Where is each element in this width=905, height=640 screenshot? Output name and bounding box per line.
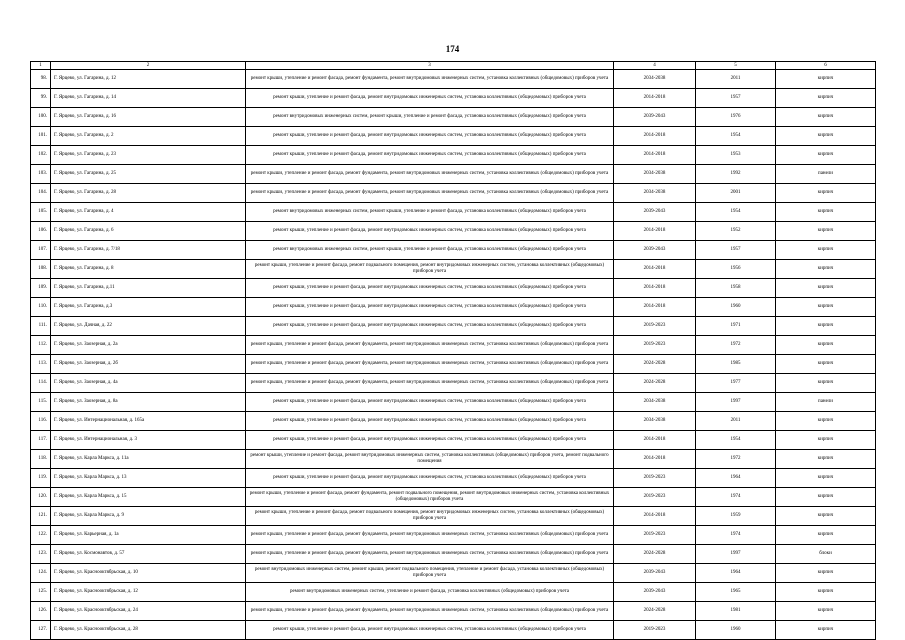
wall-material: кирпич: [776, 602, 876, 621]
row-number: 120.: [31, 488, 51, 507]
house-address: Г. Ярцево, ул. Краснооктябрьская, д. 24: [51, 602, 246, 621]
repair-works: ремонт внутридомовых инженерных систем, ремонт крыши, утепление и ремонт фасада, установка коллективных (общедомовых) приборов учета: [246, 108, 614, 127]
construction-year: 1971: [696, 317, 776, 336]
repair-period: 2014-2018: [614, 146, 696, 165]
row-number: 117.: [31, 431, 51, 450]
house-address: Г. Ярцево, ул. Краснооктябрьская, д. 28: [51, 621, 246, 640]
house-address: Г. Ярцево, ул. Карла Маркса, д. 15: [51, 488, 246, 507]
repair-period: 2019-2023: [614, 488, 696, 507]
repair-works: ремонт крыши, утепление и ремонт фасада, ремонт фундамента, ремонт внутридомовых инженерных систем, установка коллективных (общедомовых) приборов учета: [246, 374, 614, 393]
construction-year: 1953: [696, 146, 776, 165]
row-number: 109.: [31, 279, 51, 298]
construction-year: 1974: [696, 526, 776, 545]
wall-material: кирпич: [776, 355, 876, 374]
repair-period: 2014-2018: [614, 127, 696, 146]
row-number: 122.: [31, 526, 51, 545]
row-number: 114.: [31, 374, 51, 393]
row-number: 98.: [31, 70, 51, 89]
repair-works: ремонт крыши, утепление и ремонт фасада, ремонт фундамента, ремонт внутридомовых инженерных систем, установка коллективных (общедомовых) приборов учета: [246, 165, 614, 184]
row-number: 101.: [31, 127, 51, 146]
repair-works: ремонт крыши, утепление и ремонт фасада, ремонт фундамента, ремонт внутридомовых инженерных систем, установка коллективных (общедомовых) приборов учета: [246, 545, 614, 564]
repair-works: ремонт крыши, утепление и ремонт фасада, ремонт фундамента, ремонт внутридомовых инженерных систем, установка коллективных (общедомовых) приборов учета: [246, 355, 614, 374]
repair-works: ремонт крыши, утепление и ремонт фасада, ремонт внутридомовых инженерных систем, установка коллективных (общедомовых) приборов учета: [246, 393, 614, 412]
repair-works: ремонт внутридомовых инженерных систем, утепление и ремонт фасада, установка коллективных (общедомовых) приборов учета: [246, 583, 614, 602]
construction-year: 1997: [696, 545, 776, 564]
repair-period: 2014-2018: [614, 260, 696, 279]
table-row: [31, 507, 876, 526]
row-number: 99.: [31, 89, 51, 108]
wall-material: кирпич: [776, 450, 876, 469]
wall-material: кирпич: [776, 184, 876, 203]
house-address: Г. Ярцево, ул. Гагарина, д.3: [51, 298, 246, 317]
wall-material: кирпич: [776, 583, 876, 602]
repair-works: ремонт крыши, утепление и ремонт фасада, ремонт фундамента, ремонт внутридомовых инженерных систем, установка коллективных (общедомовых) приборов учета: [246, 336, 614, 355]
column-header-5: 5: [696, 62, 776, 70]
house-address: Г. Ярцево, ул. Космонавтов, д. 57: [51, 545, 246, 564]
column-header-3: 3: [246, 62, 614, 70]
row-number: 108.: [31, 260, 51, 279]
construction-year: 1965: [696, 583, 776, 602]
construction-year: 1960: [696, 621, 776, 640]
repair-period: 2034-2038: [614, 412, 696, 431]
table-row: [31, 336, 876, 355]
construction-year: 1960: [696, 298, 776, 317]
wall-material: кирпич: [776, 507, 876, 526]
repair-period: 2014-2018: [614, 89, 696, 108]
repair-period: 2039-2043: [614, 108, 696, 127]
repair-period: 2014-2018: [614, 450, 696, 469]
repair-works: ремонт внутридомовых инженерных систем, ремонт крыши, утепление и ремонт фасада, установка коллективных (общедомовых) приборов учета: [246, 203, 614, 222]
repair-works: ремонт крыши, утепление и ремонт фасада, ремонт внутридомовых инженерных систем, установка коллективных (общедомовых) приборов учета: [246, 317, 614, 336]
construction-year: 1981: [696, 602, 776, 621]
wall-material: кирпич: [776, 70, 876, 89]
repair-works: ремонт крыши, утепление и ремонт фасада, ремонт внутридомовых инженерных систем, установка коллективных (общедомовых) приборов учета: [246, 431, 614, 450]
table-row: [31, 583, 876, 602]
row-number: 126.: [31, 602, 51, 621]
table-row: [31, 526, 876, 545]
page-number: 174: [445, 44, 460, 54]
repair-works: ремонт крыши, утепление и ремонт фасада, ремонт внутридомовых инженерных систем, установка коллективных (общедомовых) приборов учета, ремонт подвального помещения: [246, 450, 614, 469]
table-row: [31, 621, 876, 640]
construction-year: 1954: [696, 203, 776, 222]
construction-year: 1959: [696, 507, 776, 526]
construction-year: 2011: [696, 70, 776, 89]
house-address: Г. Ярцево, ул. Краснооктябрьская, д. 10: [51, 564, 246, 583]
repair-period: 2039-2043: [614, 583, 696, 602]
repair-period: 2034-2038: [614, 70, 696, 89]
table-row: [31, 564, 876, 583]
table-row: [31, 450, 876, 469]
table-row: [31, 260, 876, 279]
row-number: 102.: [31, 146, 51, 165]
row-number: 112.: [31, 336, 51, 355]
construction-year: 1976: [696, 108, 776, 127]
construction-year: 1964: [696, 469, 776, 488]
table-row: [31, 89, 876, 108]
repair-works: ремонт крыши, утепление и ремонт фасада, ремонт фундамента, ремонт внутридомовых инженерных систем, установка коллективных (общедомовых) приборов учета: [246, 526, 614, 545]
wall-material: кирпич: [776, 317, 876, 336]
house-address: Г. Ярцево, ул. Гагарина, д. 23: [51, 146, 246, 165]
row-number: 119.: [31, 469, 51, 488]
row-number: 124.: [31, 564, 51, 583]
construction-year: 1957: [696, 241, 776, 260]
house-address: Г. Ярцево, ул. Заозерная, д. 2б: [51, 355, 246, 374]
table-row: [31, 355, 876, 374]
wall-material: кирпич: [776, 203, 876, 222]
construction-year: 1972: [696, 336, 776, 355]
construction-year: 2001: [696, 184, 776, 203]
wall-material: кирпич: [776, 564, 876, 583]
repair-works: ремонт крыши, утепление и ремонт фасада, ремонт подвального помещения, ремонт внутридомовых инженерных систем, установка коллективных (общедомовых) приборов учета: [246, 260, 614, 279]
repair-period: 2019-2023: [614, 621, 696, 640]
house-address: Г. Ярцево, ул. Гагарина, д. 4: [51, 203, 246, 222]
column-header-6: 6: [776, 62, 876, 70]
row-number: 127.: [31, 621, 51, 640]
house-address: Г. Ярцево, ул. Интернациональная, д. 3: [51, 431, 246, 450]
construction-year: 2011: [696, 412, 776, 431]
construction-year: 1958: [696, 279, 776, 298]
table-row: [31, 70, 876, 89]
row-number: 116.: [31, 412, 51, 431]
wall-material: кирпич: [776, 279, 876, 298]
house-address: Г. Ярцево, ул. Карьерная, д. 1а: [51, 526, 246, 545]
table-row: [31, 165, 876, 184]
wall-material: кирпич: [776, 526, 876, 545]
construction-year: 1972: [696, 450, 776, 469]
column-number-row: [31, 62, 876, 70]
construction-year: 1997: [696, 393, 776, 412]
table-body: [31, 62, 876, 640]
repair-works: ремонт крыши, утепление и ремонт фасада, ремонт внутридомовых инженерных систем, установка коллективных (общедомовых) приборов учета: [246, 127, 614, 146]
table-row: [31, 374, 876, 393]
repair-period: 2014-2018: [614, 279, 696, 298]
table-row: [31, 317, 876, 336]
house-address: Г. Ярцево, ул. Карла Маркса, д. 13: [51, 469, 246, 488]
table-row: [31, 184, 876, 203]
row-number: 125.: [31, 583, 51, 602]
repair-works: ремонт крыши, утепление и ремонт фасада, ремонт фундамента, ремонт подвального помещения, ремонт внутридомовых инженерных систем, установка коллективных (общедомовых) приборов учета: [246, 488, 614, 507]
wall-material: кирпич: [776, 374, 876, 393]
table-row: [31, 488, 876, 507]
repair-period: 2019-2023: [614, 336, 696, 355]
house-address: Г. Ярцево, ул. Гагарина, д. 7/18: [51, 241, 246, 260]
repair-works: ремонт внутридомовых инженерных систем, ремонт крыши, утепление и ремонт фасада, установка коллективных (общедомовых) приборов учета: [246, 241, 614, 260]
repair-works: ремонт крыши, утепление и ремонт фасада, ремонт внутридомовых инженерных систем, установка коллективных (общедомовых) приборов учета: [246, 298, 614, 317]
construction-year: 1985: [696, 355, 776, 374]
house-address: Г. Ярцево, ул. Гагарина, д. 25: [51, 165, 246, 184]
house-address: Г. Ярцево, ул. Карла Маркса, д. 11а: [51, 450, 246, 469]
construction-year: 1964: [696, 564, 776, 583]
repair-period: 2039-2043: [614, 564, 696, 583]
repair-period: 2024-2028: [614, 355, 696, 374]
row-number: 115.: [31, 393, 51, 412]
construction-year: 1957: [696, 89, 776, 108]
repair-works: ремонт крыши, утепление и ремонт фасада, ремонт внутридомовых инженерных систем, установка коллективных (общедомовых) приборов учета: [246, 146, 614, 165]
house-address: Г. Ярцево, ул. Дачная, д. 22: [51, 317, 246, 336]
repair-period: 2034-2038: [614, 165, 696, 184]
row-number: 106.: [31, 222, 51, 241]
repair-works: ремонт крыши, утепление и ремонт фасада, ремонт фундамента, ремонт внутридомовых инженерных систем, установка коллективных (общедомовых) приборов учета: [246, 70, 614, 89]
repair-period: 2024-2028: [614, 374, 696, 393]
column-header-1: 1: [31, 62, 51, 70]
row-number: 110.: [31, 298, 51, 317]
repair-period: 2034-2038: [614, 393, 696, 412]
table-row: [31, 545, 876, 564]
construction-year: 1952: [696, 222, 776, 241]
table-row: [31, 127, 876, 146]
table-row: [31, 203, 876, 222]
row-number: 105.: [31, 203, 51, 222]
row-number: 113.: [31, 355, 51, 374]
column-header-2: 2: [51, 62, 246, 70]
table-row: [31, 602, 876, 621]
repair-works: ремонт крыши, утепление и ремонт фасада, ремонт внутридомовых инженерных систем, установка коллективных (общедомовых) приборов учета: [246, 469, 614, 488]
table-row: [31, 393, 876, 412]
construction-year: 1956: [696, 260, 776, 279]
wall-material: кирпич: [776, 621, 876, 640]
house-address: Г. Ярцево, ул. Интернациональная, д. 165а: [51, 412, 246, 431]
repair-works: ремонт крыши, утепление и ремонт фасада, ремонт фундамента, ремонт внутридомовых инженерных систем, установка коллективных (общедомовых) приборов учета: [246, 184, 614, 203]
repair-works: ремонт крыши, утепление и ремонт фасада, ремонт внутридомовых инженерных систем, установка коллективных (общедомовых) приборов учета: [246, 222, 614, 241]
wall-material: панели: [776, 393, 876, 412]
construction-year: 1954: [696, 127, 776, 146]
repair-works: ремонт крыши, утепление и ремонт фасада, ремонт внутридомовых инженерных систем, установка коллективных (общедомовых) приборов учета: [246, 621, 614, 640]
table-row: [31, 222, 876, 241]
house-address: Г. Ярцево, ул. Заозерная, д. 8а: [51, 393, 246, 412]
house-address: Г. Ярцево, ул. Гагарина, д. 14: [51, 89, 246, 108]
row-number: 123.: [31, 545, 51, 564]
table-row: [31, 146, 876, 165]
row-number: 111.: [31, 317, 51, 336]
construction-year: 1974: [696, 488, 776, 507]
wall-material: кирпич: [776, 89, 876, 108]
repair-period: 2014-2018: [614, 507, 696, 526]
repair-period: 2039-2043: [614, 241, 696, 260]
house-address: Г. Ярцево, ул. Гагарина, д. 6: [51, 222, 246, 241]
table-row: [31, 241, 876, 260]
house-address: Г. Ярцево, ул. Заозерная, д. 4а: [51, 374, 246, 393]
repair-period: 2024-2028: [614, 545, 696, 564]
construction-year: 1977: [696, 374, 776, 393]
table-row: [31, 279, 876, 298]
wall-material: кирпич: [776, 108, 876, 127]
repair-period: 2039-2043: [614, 203, 696, 222]
house-address: Г. Ярцево, ул. Краснооктябрьская, д. 12: [51, 583, 246, 602]
row-number: 107.: [31, 241, 51, 260]
house-address: Г. Ярцево, ул. Гагарина, д.11: [51, 279, 246, 298]
table-row: [31, 469, 876, 488]
wall-material: панели: [776, 165, 876, 184]
repair-works: ремонт крыши, утепление и ремонт фасада, ремонт фундамента, ремонт внутридомовых инженерных систем, установка коллективных (общедомовых) приборов учета: [246, 602, 614, 621]
wall-material: кирпич: [776, 469, 876, 488]
wall-material: кирпич: [776, 222, 876, 241]
row-number: 104.: [31, 184, 51, 203]
table-row: [31, 108, 876, 127]
wall-material: кирпич: [776, 412, 876, 431]
row-number: 121.: [31, 507, 51, 526]
house-address: Г. Ярцево, ул. Заозерная, д. 2а: [51, 336, 246, 355]
table-row: [31, 412, 876, 431]
housing-repair-table: [30, 61, 876, 640]
house-address: Г. Ярцево, ул. Гагарина, д. 28: [51, 184, 246, 203]
construction-year: 1954: [696, 431, 776, 450]
repair-period: 2014-2018: [614, 222, 696, 241]
repair-works: ремонт крыши, утепление и ремонт фасада, ремонт внутридомовых инженерных систем, установка коллективных (общедомовых) приборов учета: [246, 89, 614, 108]
repair-period: 2014-2018: [614, 298, 696, 317]
wall-material: кирпич: [776, 488, 876, 507]
house-address: Г. Ярцево, ул. Гагарина, д. 8: [51, 260, 246, 279]
wall-material: кирпич: [776, 241, 876, 260]
repair-period: 2019-2023: [614, 317, 696, 336]
repair-works: ремонт крыши, утепление и ремонт фасада, ремонт внутридомовых инженерных систем, установка коллективных (общедомовых) приборов учета: [246, 279, 614, 298]
table-row: [31, 298, 876, 317]
wall-material: блоки: [776, 545, 876, 564]
repair-works: ремонт крыши, утепление и ремонт фасада, ремонт подвального помещения, ремонт внутридомовых инженерных систем, установка коллективных (общедомовых) приборов учета: [246, 507, 614, 526]
wall-material: кирпич: [776, 146, 876, 165]
repair-period: 2014-2018: [614, 431, 696, 450]
column-header-4: 4: [614, 62, 696, 70]
wall-material: кирпич: [776, 431, 876, 450]
house-address: Г. Ярцево, ул. Карла Маркса, д. 9: [51, 507, 246, 526]
wall-material: кирпич: [776, 127, 876, 146]
house-address: Г. Ярцево, ул. Гагарина, д. 12: [51, 70, 246, 89]
wall-material: кирпич: [776, 260, 876, 279]
house-address: Г. Ярцево, ул. Гагарина, д. 2: [51, 127, 246, 146]
repair-period: 2019-2023: [614, 526, 696, 545]
repair-period: 2019-2023: [614, 469, 696, 488]
repair-works: ремонт крыши, утепление и ремонт фасада, ремонт внутридомовых инженерных систем, установка коллективных (общедомовых) приборов учета: [246, 412, 614, 431]
wall-material: кирпич: [776, 298, 876, 317]
wall-material: кирпич: [776, 336, 876, 355]
repair-works: ремонт внутридомовых инженерных систем, ремонт крыши, ремонт подвального помещения, утепление и ремонт фасада, установка коллективных (общедомовых) приборов учета: [246, 564, 614, 583]
construction-year: 1992: [696, 165, 776, 184]
row-number: 118.: [31, 450, 51, 469]
repair-period: 2034-2038: [614, 184, 696, 203]
row-number: 103.: [31, 165, 51, 184]
row-number: 100.: [31, 108, 51, 127]
table-row: [31, 431, 876, 450]
repair-period: 2024-2028: [614, 602, 696, 621]
house-address: Г. Ярцево, ул. Гагарина, д. 16: [51, 108, 246, 127]
